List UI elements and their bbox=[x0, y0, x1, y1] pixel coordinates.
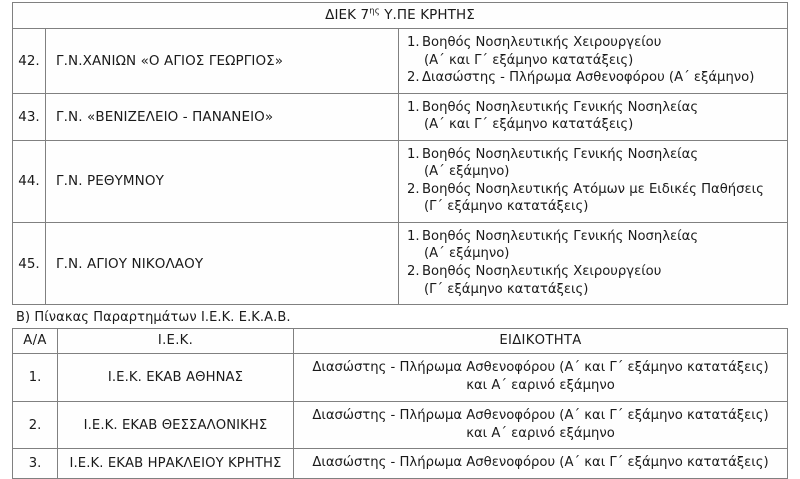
specialty-detail: (Γ΄ εξάμηνο κατατάξεις) bbox=[424, 199, 589, 215]
table-row bbox=[13, 401, 788, 449]
specialty-number: 1. bbox=[407, 146, 420, 162]
document-page bbox=[0, 2, 800, 470]
table-a-title-superscript: ης bbox=[369, 6, 380, 17]
specialty-detail: (Γ΄ εξάμηνο κατατάξεις) bbox=[424, 281, 589, 297]
specialty-item bbox=[407, 69, 781, 87]
specialty-detail: (Α΄ και Γ΄ εξάμηνο κατατάξεις) bbox=[424, 52, 634, 68]
specialty-cell bbox=[294, 401, 788, 449]
specialty-number: 2. bbox=[407, 264, 420, 280]
specialty-number: 2. bbox=[407, 181, 420, 197]
specialty-line-2: και Α΄ εαρινό εξάμηνο bbox=[466, 377, 615, 393]
institution-name: Γ.Ν.ΧΑΝΙΩΝ «Ο ΑΓΙΟΣ ΓΕΩΡΓΙΟΣ» bbox=[46, 29, 399, 94]
table-row bbox=[13, 93, 788, 140]
specialty-detail: (Α΄ εξάμηνο) bbox=[424, 164, 510, 180]
specialty-number: 1. bbox=[407, 99, 420, 115]
institution-name: Γ.Ν. ΑΓΙΟΥ ΝΙΚΟΛΑΟΥ bbox=[46, 222, 399, 304]
row-number: 2. bbox=[13, 401, 58, 449]
table-b-body bbox=[13, 329, 788, 479]
table-row bbox=[13, 222, 788, 304]
specialty-list bbox=[407, 99, 781, 134]
specialty-title: Διασώστης - Πλήρωμα Ασθενοφόρου (Α΄ εξάμηνο) bbox=[422, 70, 755, 86]
specialty-item bbox=[407, 146, 781, 181]
specialty-item bbox=[407, 99, 781, 134]
specialty-line-1: Διασώστης - Πλήρωμα Ασθενοφόρου (Α΄ και Γ΄ εξάμηνο κατατάξεις) bbox=[312, 407, 769, 423]
specialty-list bbox=[407, 34, 781, 87]
specialty-item bbox=[407, 34, 781, 69]
specialty-item bbox=[407, 228, 781, 263]
specialty-title: Βοηθός Νοσηλευτικής Γενικής Νοσηλείας bbox=[422, 99, 699, 115]
specialty-cell bbox=[294, 449, 788, 479]
table-a-header-row bbox=[13, 3, 788, 29]
row-number: 43. bbox=[13, 93, 46, 140]
table-row bbox=[13, 140, 788, 222]
table-row bbox=[13, 449, 788, 479]
table-row bbox=[13, 354, 788, 402]
specialties-cell bbox=[399, 140, 788, 222]
table-a-body bbox=[13, 3, 788, 305]
row-number: 44. bbox=[13, 140, 46, 222]
iek-name: Ι.Ε.Κ. ΕΚΑΒ ΘΕΣΣΑΛΟΝΙΚΗΣ bbox=[58, 401, 294, 449]
row-number: 42. bbox=[13, 29, 46, 94]
row-number: 3. bbox=[13, 449, 58, 479]
specialty-line-2: και Α΄ εαρινό εξάμηνο bbox=[466, 425, 615, 441]
table-diek-7th-ype-kritis bbox=[12, 2, 788, 305]
institution-name: Γ.Ν. ΡΕΘΥΜΝΟΥ bbox=[46, 140, 399, 222]
specialty-title: Βοηθός Νοσηλευτικής Ατόμων με Ειδικές Παθήσεις bbox=[422, 181, 764, 197]
specialty-number: 1. bbox=[407, 228, 420, 244]
specialty-line-1: Διασώστης - Πλήρωμα Ασθενοφόρου (Α΄ και Γ΄ εξάμηνο κατατάξεις) bbox=[312, 360, 769, 376]
specialty-list bbox=[407, 228, 781, 298]
specialty-detail: (Α΄ εξάμηνο) bbox=[424, 246, 510, 262]
specialty-title: Βοηθός Νοσηλευτικής Χειρουργείου bbox=[422, 264, 662, 280]
table-a-title bbox=[13, 3, 788, 29]
specialty-detail: (Α΄ και Γ΄ εξάμηνο κατατάξεις) bbox=[424, 117, 634, 133]
iek-name: Ι.Ε.Κ. ΕΚΑΒ ΑΘΗΝΑΣ bbox=[58, 354, 294, 402]
specialty-item bbox=[407, 181, 781, 216]
specialty-line-1: Διασώστης - Πλήρωμα Ασθενοφόρου (Α΄ και Γ΄ εξάμηνο κατατάξεις) bbox=[312, 455, 769, 471]
column-header-aa: Α/Α bbox=[13, 329, 58, 354]
specialty-title: Βοηθός Νοσηλευτικής Γενικής Νοσηλείας bbox=[422, 228, 699, 244]
table-row bbox=[13, 29, 788, 94]
specialty-item bbox=[407, 263, 781, 298]
row-number: 1. bbox=[13, 354, 58, 402]
specialty-number: 1. bbox=[407, 35, 420, 50]
table-a-title-suffix: Υ.ΠΕ ΚΡΗΤΗΣ bbox=[379, 7, 475, 23]
specialty-cell bbox=[294, 354, 788, 402]
column-header-iek: Ι.Ε.Κ. bbox=[58, 329, 294, 354]
institution-name: Γ.Ν. «ΒΕΝΙΖΕΛΕΙΟ - ΠΑΝΑΝΕΙΟ» bbox=[46, 93, 399, 140]
column-header-specialty: ΕΙΔΙΚΟΤΗΤΑ bbox=[294, 329, 788, 354]
specialties-cell bbox=[399, 93, 788, 140]
specialty-number: 2. bbox=[407, 70, 420, 86]
row-number: 45. bbox=[13, 222, 46, 304]
specialties-cell bbox=[399, 29, 788, 94]
table-b-header-row bbox=[13, 329, 788, 354]
iek-name: Ι.Ε.Κ. ΕΚΑΒ ΗΡΑΚΛΕΙΟΥ ΚΡΗΤΗΣ bbox=[58, 449, 294, 479]
table-a-title-prefix: ΔΙΕΚ 7 bbox=[325, 7, 370, 23]
table-iek-ekav-annexes bbox=[12, 328, 788, 479]
specialty-title: Βοηθός Νοσηλευτικής Γενικής Νοσηλείας bbox=[422, 146, 699, 162]
table-b-caption: Β) Πίνακας Παραρτημάτων Ι.Ε.Κ. Ε.Κ.Α.Β. bbox=[16, 310, 291, 326]
specialty-list bbox=[407, 146, 781, 216]
specialties-cell bbox=[399, 222, 788, 304]
specialty-title: Βοηθός Νοσηλευτικής Χειρουργείου bbox=[422, 35, 662, 50]
